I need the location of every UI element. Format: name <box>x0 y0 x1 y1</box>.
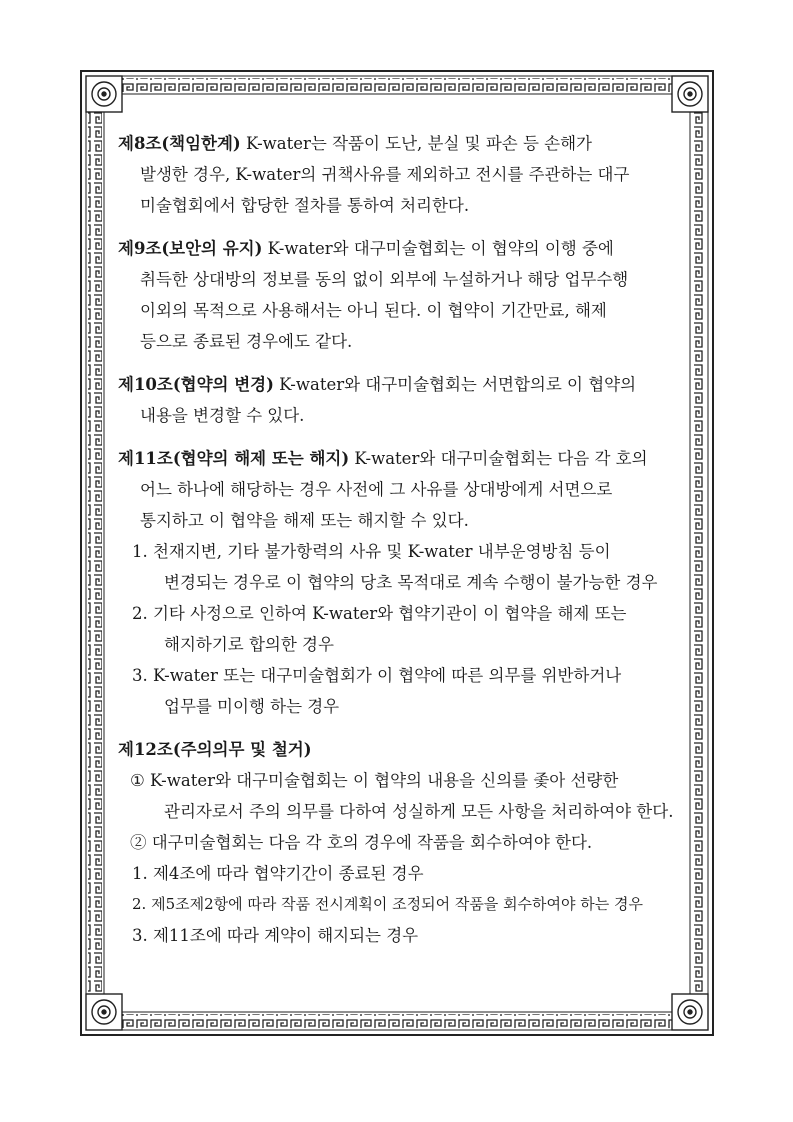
article-11: 제11조(협약의 해제 또는 해지) K-water와 대구미술협회는 다음 각 호의 어느 하나에 해당하는 경우 사전에 그 사유를 상대방에게 서면으로 통지하고 이 협약을 해제 또는 해지할 수 있다. 1. 천재지변, 기타 불가항력의 사유 및 K-water 내부운영방침 등이 변경되는 경우로 이 협약의 당초 목적대로 계속 수행이 불가능한 경우 2. 기타 사정으로 인하여 K-water와 협약기관이 이 협약을 해제 또는 해지하기로 합의한 경우 3. K-water 또는 대구미술협회가 이 협약에 따른 의무를 위반하거나 업무를 미이행 하는 경우 <box>118 443 688 722</box>
article-heading: 제10조(협약의 변경) <box>118 375 274 394</box>
corner-ornament-tr <box>672 76 708 112</box>
paragraph: ① K-water와 대구미술협회는 이 협약의 내용을 신의를 좇아 선량한 <box>130 771 619 790</box>
paragraph: ② 대구미술협회는 다음 각 호의 경우에 작품을 회수하여야 한다. <box>130 833 593 852</box>
corner-ornament-bl <box>86 994 122 1030</box>
corner-ornament-br <box>672 994 708 1030</box>
list-item: 2. 제5조제2항에 따라 작품 전시계획이 조정되어 작품을 회수하여야 하는 경우 <box>132 895 644 913</box>
document-body <box>118 128 688 963</box>
article-8: 제8조(책임한계) K-water는 작품이 도난, 분실 및 파손 등 손해가 발생한 경우, K-water의 귀책사유를 제외하고 전시를 주관하는 대구 미술협회에서 합당한 절차를 통하여 처리한다. <box>118 134 630 215</box>
list-item: 3. 제11조에 따라 계약이 해지되는 경우 <box>132 926 419 945</box>
corner-ornament-tl <box>86 76 122 112</box>
article-heading: 제12조(주의의무 및 철거) <box>118 740 312 759</box>
list-item: 2. 기타 사정으로 인하여 K-water와 협약기관이 이 협약을 해제 또는 <box>132 604 627 623</box>
article-heading: 제11조(협약의 해제 또는 해지) <box>118 449 350 468</box>
article-10: 제10조(협약의 변경) K-water와 대구미술협회는 서면합의로 이 협약의 내용을 변경할 수 있다. <box>118 375 637 425</box>
list-item: 3. K-water 또는 대구미술협회가 이 협약에 따른 의무를 위반하거나 <box>132 666 622 685</box>
list-item: 1. 천재지변, 기타 불가항력의 사유 및 K-water 내부운영방침 등이 <box>132 542 611 561</box>
article-heading: 제8조(책임한계) <box>118 134 241 153</box>
article-9: 제9조(보안의 유지) K-water와 대구미술협회는 이 협약의 이행 중에 취득한 상대방의 정보를 동의 없이 외부에 누설하거나 해당 업무수행 이외의 목적으로 사용해서는 아니 된다. 이 협약이 기간만료, 해제 등으로 종료된 경우에도 같다. <box>118 239 629 351</box>
list-item: 1. 제4조에 따라 협약기간이 종료된 경우 <box>132 864 424 883</box>
article-heading: 제9조(보안의 유지) <box>118 239 263 258</box>
article-12: 제12조(주의의무 및 철거) ① K-water와 대구미술협회는 이 협약의 내용을 신의를 좇아 선량한 관리자로서 주의 의무를 다하여 성실하게 모든 사항을 처리하여야 한다. ② 대구미술협회는 다음 각 호의 경우에 작품을 회수하여야 한다. 1. 제4조에 따라 협약기간이 종료된 경우 2. 제5조제2항에 따라 작품 전시계획이 조정되어 작품을 회수하여야 하는 경우 3. 제11조에 따라 계약이 해지되는 경우 <box>118 734 688 951</box>
